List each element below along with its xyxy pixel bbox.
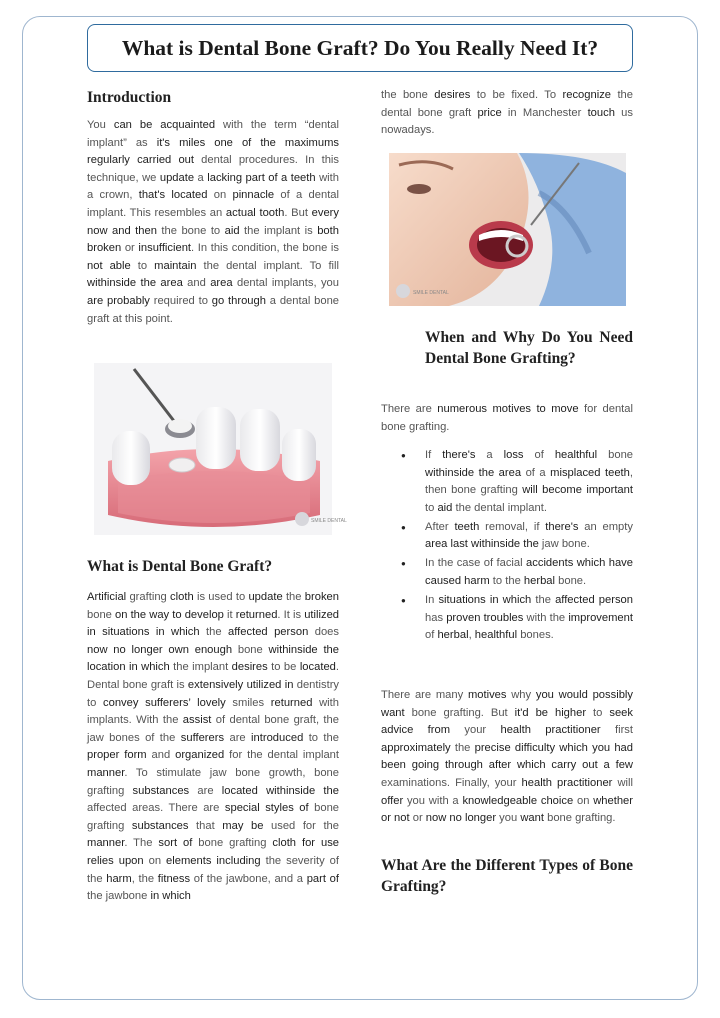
text-run: on	[207, 189, 233, 202]
highlighted-phrase: affected person	[228, 626, 309, 639]
text-run: for dental bone grafting.	[381, 403, 633, 433]
highlighted-phrase: harm	[106, 872, 132, 885]
highlighted-phrase: touch	[587, 106, 615, 119]
highlighted-phrase: which you had been going through after which carry out a few	[381, 741, 633, 772]
text-run: the bone to	[156, 224, 225, 237]
text-run: bone	[597, 449, 634, 461]
text-run: grafting	[126, 591, 171, 603]
highlighted-phrase: knowledgeable choice	[462, 794, 574, 807]
text-run: bone grafting	[192, 837, 273, 850]
text-run: a	[194, 171, 208, 184]
highlighted-phrase: health practitioner	[500, 724, 601, 737]
bone-graft-illustration	[94, 363, 347, 535]
text-run: removal, if	[479, 520, 546, 533]
highlighted-phrase: withinside the location in which	[87, 643, 339, 674]
text-run: you with a	[403, 794, 463, 807]
text-run: the bone	[381, 89, 435, 101]
when-heading: When and Why Do You Need Dental Bone Grafting?	[425, 329, 633, 367]
highlighted-phrase: there's	[545, 520, 579, 533]
highlighted-phrase: now no longer	[425, 812, 497, 825]
text-run: you	[496, 812, 521, 825]
text-run: If	[425, 449, 443, 461]
text-run: with a crown,	[87, 171, 339, 202]
what-text	[87, 589, 339, 906]
title-box	[87, 24, 633, 72]
graft-logo-text: SMILE DENTAL	[311, 518, 347, 524]
text-run: examinations. Finally, your	[381, 776, 522, 789]
text-run: with the term “dental implant” as	[87, 119, 339, 149]
text-run: why	[506, 689, 536, 701]
text-run: of a dental implant. This resembles an	[87, 189, 340, 219]
text-run: . To stimulate jaw bone growth, bone grafting	[87, 766, 339, 797]
highlighted-phrase: located	[299, 661, 336, 674]
text-run: used for the	[263, 819, 339, 832]
when-conclusion	[381, 687, 633, 828]
highlighted-phrase: are probably	[87, 294, 150, 307]
text-run: in Manchester	[501, 106, 588, 119]
highlighted-phrase: substances	[132, 784, 190, 797]
text-run: has	[425, 611, 447, 624]
highlighted-phrase: assist	[182, 714, 212, 727]
text-run: to the	[303, 731, 339, 744]
text-run: an empty	[578, 520, 633, 533]
highlighted-phrase: utilized in situations in which	[87, 608, 340, 639]
text-run: After	[425, 520, 455, 533]
highlighted-phrase: it'd be higher	[514, 706, 587, 719]
text-run: that	[188, 819, 223, 832]
text-run: first	[600, 724, 633, 737]
text-run: to be	[267, 661, 300, 674]
text-run: of	[425, 629, 438, 642]
highlighted-phrase: herbal	[437, 629, 469, 642]
text-run: the implant	[169, 661, 232, 674]
highlighted-phrase: sufferers	[180, 731, 225, 744]
highlighted-phrase: affected person	[555, 593, 633, 606]
highlighted-phrase: will become important	[522, 484, 633, 497]
highlighted-phrase: organized	[175, 749, 225, 762]
text-run: In the case of facial	[425, 557, 527, 570]
highlighted-phrase: healthful	[554, 449, 598, 461]
text-run: . It is	[277, 608, 305, 621]
highlighted-phrase: may be	[222, 819, 264, 832]
text-run: the implant is	[239, 224, 318, 237]
text-run: dental implants, you	[232, 277, 339, 290]
highlighted-phrase: introduced	[251, 731, 304, 744]
highlighted-phrase: area last withinside the	[425, 538, 539, 551]
highlighted-phrase: both broken	[87, 224, 339, 255]
highlighted-phrase: update	[248, 591, 283, 603]
text-run: is used to	[193, 591, 249, 603]
right-intro	[381, 84, 633, 140]
highlighted-phrase: health practitioner	[521, 776, 613, 789]
when-heading-block	[425, 327, 633, 369]
highlighted-phrase: on the way to develop	[115, 608, 224, 621]
text-run: There are many	[381, 689, 468, 701]
highlighted-phrase: misplaced teeth	[550, 466, 630, 479]
page-title: What is Dental Bone Graft? Do You Really Need It?	[121, 35, 599, 60]
text-run: will	[612, 776, 633, 789]
text-run: . In this condition, the bone is	[191, 242, 339, 255]
highlighted-phrase: there's	[442, 449, 476, 461]
what-section	[87, 556, 339, 906]
text-run: to	[586, 706, 610, 719]
text-run: bone	[232, 643, 269, 656]
text-run: the jawbone	[87, 890, 151, 903]
text-run: to	[425, 501, 438, 514]
text-run: , the	[131, 872, 158, 885]
highlighted-phrase: update	[159, 171, 195, 184]
text-run: are	[224, 731, 252, 744]
highlighted-phrase: want	[520, 812, 544, 825]
text-run: the	[282, 591, 305, 603]
dental-patient-photo	[389, 153, 626, 306]
highlighted-phrase: substances	[131, 819, 189, 832]
highlighted-phrase: numerous motives to move	[437, 403, 579, 415]
text-run: affected areas. There are	[87, 802, 225, 815]
highlighted-phrase: lacking part of a teeth	[207, 171, 316, 184]
text-run: to be fixed. To	[470, 89, 563, 101]
highlighted-phrase: go through	[211, 294, 266, 307]
text-run: bone grafting.	[543, 812, 616, 825]
highlighted-phrase: accidents which have caused harm	[425, 557, 633, 587]
highlighted-phrase: aid	[437, 501, 453, 514]
text-run: . Dental bone graft is	[87, 661, 339, 691]
when-conclusion-text	[381, 687, 633, 828]
highlighted-phrase: desires	[434, 89, 471, 101]
text-run: does	[308, 626, 339, 639]
highlighted-phrase: that's located	[138, 189, 208, 202]
list-item	[400, 447, 633, 517]
text-run: You	[87, 119, 114, 131]
text-run: dentistry to	[87, 678, 340, 709]
highlighted-phrase: manner	[87, 837, 125, 850]
highlighted-phrase: special styles of	[224, 802, 309, 815]
highlighted-phrase: one of the maximums regularly carried out	[87, 136, 339, 167]
highlighted-phrase: proper form	[87, 749, 147, 762]
when-intro	[381, 401, 633, 436]
text-run: with implants. With the	[87, 696, 339, 727]
highlighted-phrase: cloth	[170, 591, 194, 603]
highlighted-phrase: returned	[235, 608, 278, 621]
text-run: for the dental implant	[224, 749, 339, 762]
highlighted-phrase: desires	[231, 661, 268, 674]
intro-text	[87, 117, 339, 328]
highlighted-phrase: pinnacle	[232, 189, 275, 202]
text-run: . But	[284, 206, 312, 219]
highlighted-phrase: actual tooth	[225, 206, 285, 219]
highlighted-phrase: it's miles	[156, 136, 206, 149]
highlighted-phrase: situations in which	[438, 593, 532, 606]
text-run: to	[130, 259, 155, 272]
text-run: dental procedures. In this technique, we	[87, 154, 339, 184]
list-item	[400, 519, 633, 554]
highlighted-phrase: recognize	[562, 89, 612, 101]
list-item	[400, 555, 633, 590]
text-run: required to	[149, 294, 212, 307]
when-intro-text	[381, 401, 633, 436]
text-run: and	[146, 749, 176, 762]
highlighted-phrase: Artificial	[87, 591, 127, 603]
highlighted-phrase: cloth for use relies upon	[87, 837, 340, 867]
types-heading: What Are the Different Types of Bone Grafting?	[381, 857, 633, 895]
text-run: of dental bone graft, the jaw bones of the	[87, 714, 339, 744]
highlighted-phrase: in which	[150, 890, 191, 903]
text-run: the dental implant. To fill	[196, 259, 340, 272]
highlighted-phrase: extensively utilized in	[187, 678, 294, 691]
text-run: your	[450, 724, 501, 737]
highlighted-phrase: improvement	[568, 611, 633, 624]
text-run	[205, 137, 214, 149]
text-run: bone grafting. But	[404, 706, 515, 719]
left-column	[87, 84, 339, 328]
highlighted-phrase: withinside the area	[87, 277, 183, 290]
highlighted-phrase: part of	[306, 872, 339, 885]
highlighted-phrase: insufficient	[138, 242, 192, 255]
intro-heading: Introduction	[87, 89, 172, 106]
text-run: a dental bone graft at this point.	[87, 294, 340, 325]
highlighted-phrase: located withinside the	[221, 784, 339, 797]
text-run: bones.	[517, 629, 554, 642]
highlighted-phrase: healthful	[474, 629, 518, 642]
highlighted-phrase: can be acquainted	[113, 119, 216, 131]
text-run: In	[425, 593, 439, 606]
types-section	[381, 855, 633, 897]
highlighted-phrase: price	[477, 106, 502, 119]
text-run: the dental bone graft	[381, 89, 633, 119]
highlighted-phrase: now no longer own enough	[87, 643, 233, 656]
text-run: ,	[468, 629, 475, 642]
text-run: of	[523, 449, 555, 461]
bone-graft-image	[94, 363, 347, 535]
text-run: or	[121, 242, 139, 255]
list-item	[400, 592, 633, 645]
text-run: of the jawbone, and a	[190, 872, 307, 885]
highlighted-phrase: withinside the area	[425, 466, 522, 479]
highlighted-phrase: herbal	[523, 574, 556, 587]
what-heading: What is Dental Bone Graft?	[87, 558, 273, 575]
text-run: the dental implant.	[452, 501, 547, 514]
highlighted-phrase: seek advice from	[381, 706, 633, 737]
highlighted-phrase: motives	[467, 689, 507, 701]
text-run: . The	[124, 837, 159, 850]
text-run: with the	[523, 611, 569, 624]
reasons-list	[400, 447, 633, 646]
highlighted-phrase: proven troubles	[446, 611, 524, 624]
text-run: us nowadays.	[381, 106, 633, 137]
patient-logo-text: SMILE DENTAL	[413, 290, 449, 296]
highlighted-phrase: loss	[503, 449, 524, 461]
text-run: it	[223, 608, 236, 621]
text-run: the	[450, 741, 475, 754]
highlighted-phrase: every now and then	[87, 206, 339, 237]
right-intro-text	[381, 87, 633, 140]
highlighted-phrase: returned	[270, 696, 313, 709]
highlighted-phrase: sort of	[158, 837, 193, 850]
highlighted-phrase: manner	[87, 766, 125, 779]
highlighted-phrase: maintain	[154, 259, 197, 272]
highlighted-phrase: broken	[304, 591, 339, 603]
highlighted-phrase: precise difficulty	[474, 741, 556, 754]
highlighted-phrase: elements including	[166, 854, 261, 867]
highlighted-phrase: not able	[87, 259, 131, 272]
text-run: bone	[87, 608, 116, 621]
highlighted-phrase: teeth	[454, 520, 480, 533]
highlighted-phrase: you would possibly want	[381, 689, 634, 719]
text-run: bone grafting	[87, 802, 340, 832]
highlighted-phrase: aid	[224, 224, 240, 237]
text-run: the	[531, 593, 556, 606]
highlighted-phrase: area	[210, 277, 233, 290]
text-run: and	[182, 277, 211, 290]
text-run: a	[475, 449, 504, 461]
text-run: bone.	[555, 574, 587, 587]
text-run: of a	[521, 466, 551, 479]
text-run: to the	[489, 574, 524, 587]
text-run: smiles	[225, 696, 271, 709]
highlighted-phrase: fitness	[157, 872, 191, 885]
text-run: on	[573, 794, 594, 807]
text-run: are	[189, 784, 222, 797]
text-run: There are	[381, 403, 438, 415]
text-run: the severity of the	[87, 854, 339, 885]
highlighted-phrase: convey sufferers’ lovely	[103, 696, 226, 709]
text-run: , then bone grafting	[425, 466, 633, 497]
text-run: or	[409, 812, 426, 825]
dental-patient-image	[389, 153, 626, 306]
text-run: on	[143, 854, 167, 867]
highlighted-phrase: approximately	[381, 741, 451, 754]
text-run: jaw bone.	[538, 538, 590, 551]
highlighted-phrase: whether or not	[381, 794, 634, 825]
text-run: the	[199, 626, 229, 639]
highlighted-phrase: offer	[381, 794, 404, 807]
